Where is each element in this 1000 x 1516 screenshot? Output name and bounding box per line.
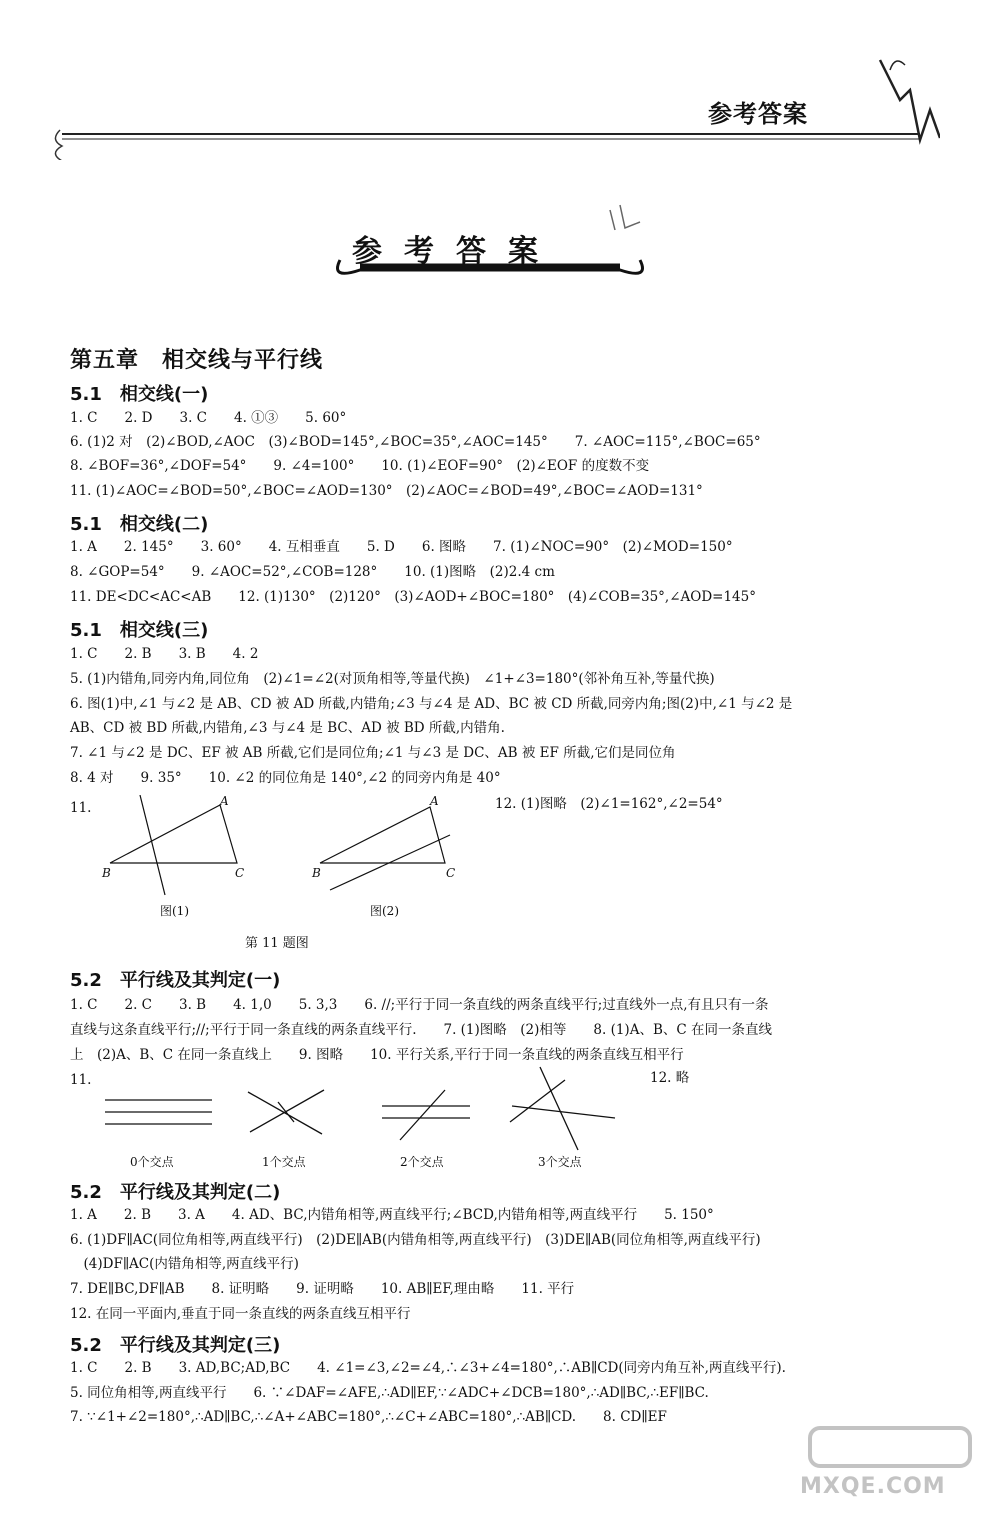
point-label-c: C: [446, 866, 456, 880]
answer-line: 6. (1)2 对 (2)∠BOD,∠AOC (3)∠BOD=145°,∠BOC=35°,∠AOC=145° 7. ∠AOC=115°,∠BOC=65°: [70, 434, 761, 450]
watermark-logo: [800, 1420, 980, 1500]
answer-line: 1. C 2. C 3. B 4. 1,0 5. 3,3 6. //;平行于同一条直线的两条直线平行;过直线外一点,有且只有一条: [70, 997, 769, 1013]
triangle-figures: [100, 795, 480, 905]
answer-line: 1. A 2. 145° 3. 60° 4. 互相垂直 5. D 6. 图略 7. (1)∠NOC=90° (2)∠MOD=150°: [70, 539, 733, 555]
section-title: 5.2 平行线及其判定(二): [70, 1182, 281, 1203]
q11-label: 11.: [70, 1072, 92, 1088]
answer-line: 8. 4 对 9. 35° 10. ∠2 的同位角是 140°,∠2 的同旁内角是 40°: [70, 770, 501, 786]
figure-caption: 0个交点: [130, 1155, 174, 1169]
intersection-figures: [100, 1062, 630, 1154]
figure-caption: 3个交点: [538, 1155, 582, 1169]
figure-caption: 1个交点: [262, 1155, 306, 1169]
answer-line: 1. C 2. B 3. AD,BC;AD,BC 4. ∠1=∠3,∠2=∠4,∴∠3+∠4=180°,∴AB∥CD(同旁内角互补,两直线平行).: [70, 1360, 786, 1376]
answer-line: 5. 同位角相等,两直线平行 6. ∵∠DAF=∠AFE,∴AD∥EF,∵∠ADC+∠DCB=180°,∴AD∥BC,∴EF∥BC.: [70, 1385, 709, 1401]
answer-line: 11. (1)∠AOC=∠BOD=50°,∠BOC=∠AOD=130° (2)∠AOC=∠BOD=49°,∠BOC=∠AOD=131°: [70, 483, 703, 499]
figure-caption: 第 11 题图: [245, 936, 309, 951]
section-title: 5.2 平行线及其判定(三): [70, 1335, 281, 1356]
answer-line: 12. 略: [650, 1070, 690, 1086]
section-title: 5.1 相交线(一): [70, 384, 209, 405]
header-title: 参考答案: [708, 99, 808, 128]
answer-line: 7. ∠1 与∠2 是 DC、EF 被 AB 所截,它们是同位角;∠1 与∠3 是 DC、AB 被 EF 所截,它们是同位角: [70, 745, 676, 761]
answer-line: 11. DE<DC<AC<AB 12. (1)130° (2)120° (3)∠AOD+∠BOC=180° (4)∠COB=35°,∠AOD=145°: [70, 589, 756, 605]
answer-line: AB、CD 被 BD 所截,内错角,∠3 与∠4 是 BC、AD 被 BD 所截,内错角.: [70, 720, 505, 736]
banner-title: 参考答案: [352, 234, 560, 269]
point-label-b: B: [312, 866, 321, 880]
answer-line: 6. 图(1)中,∠1 与∠2 是 AB、CD 被 AD 所截,内错角;∠3 与∠4 是 AD、BC 被 CD 所截,同旁内角;图(2)中,∠1 与∠2 是: [70, 696, 793, 712]
point-label-a: A: [220, 794, 229, 808]
section-title: 5.1 相交线(二): [70, 514, 209, 535]
answer-line: (4)DF∥AC(内错角相等,两直线平行): [70, 1256, 299, 1272]
point-label-a: A: [430, 794, 439, 808]
figure-caption: 图(2): [370, 904, 399, 918]
answer-line: 8. ∠BOF=36°,∠DOF=54° 9. ∠4=100° 10. (1)∠EOF=90° (2)∠EOF 的度数不变: [70, 458, 650, 474]
answer-line: 7. DE∥BC,DF∥AB 8. 证明略 9. 证明略 10. AB∥EF,理由略 11. 平行: [70, 1281, 575, 1297]
chapter-title: 第五章 相交线与平行线: [70, 348, 324, 373]
answer-line: 5. (1)内错角,同旁内角,同位角 (2)∠1=∠2(对顶角相等,等量代换) ∠1+∠3=180°(邻补角互补,等量代换): [70, 671, 715, 687]
answer-line: 直线与这条直线平行;//;平行于同一条直线的两条直线平行. 7. (1)图略 (2)相等 8. (1)A、B、C 在同一条直线: [70, 1022, 772, 1038]
figure-caption: 图(1): [160, 904, 189, 918]
answer-line: 12. (1)图略 (2)∠1=162°,∠2=54°: [495, 796, 723, 812]
point-label-b: B: [102, 866, 111, 880]
answer-line: 1. A 2. B 3. A 4. AD、BC,内错角相等,两直线平行;∠BCD,内错角相等,两直线平行 5. 150°: [70, 1207, 714, 1223]
q11-label: 11.: [70, 800, 92, 816]
watermark-text: MXQE.COM: [800, 1474, 946, 1499]
answer-line: 6. (1)DF∥AC(同位角相等,两直线平行) (2)DE∥AB(内错角相等,两直线平行) (3)DE∥AB(同位角相等,两直线平行): [70, 1232, 761, 1248]
answer-line: 12. 在同一平面内,垂直于同一条直线的两条直线互相平行: [70, 1306, 411, 1322]
section-title: 5.1 相交线(三): [70, 620, 209, 641]
answer-line: 上 (2)A、B、C 在同一条直线上 9. 图略 10. 平行关系,平行于同一条直线的两条直线互相平行: [70, 1047, 684, 1063]
point-label-c: C: [235, 866, 245, 880]
answer-line: 1. C 2. B 3. B 4. 2: [70, 646, 259, 662]
section-title: 5.2 平行线及其判定(一): [70, 970, 281, 991]
answer-line: 7. ∵∠1+∠2=180°,∴AD∥BC,∴∠A+∠ABC=180°,∴∠C+∠ABC=180°,∴AB∥CD. 8. CD∥EF: [70, 1409, 667, 1425]
answer-line: 1. C 2. D 3. C 4. ①③ 5. 60°: [70, 410, 347, 426]
figure-caption: 2个交点: [400, 1155, 444, 1169]
answer-line: 8. ∠GOP=54° 9. ∠AOC=52°,∠COB=128° 10. (1)图略 (2)2.4 cm: [70, 564, 555, 580]
